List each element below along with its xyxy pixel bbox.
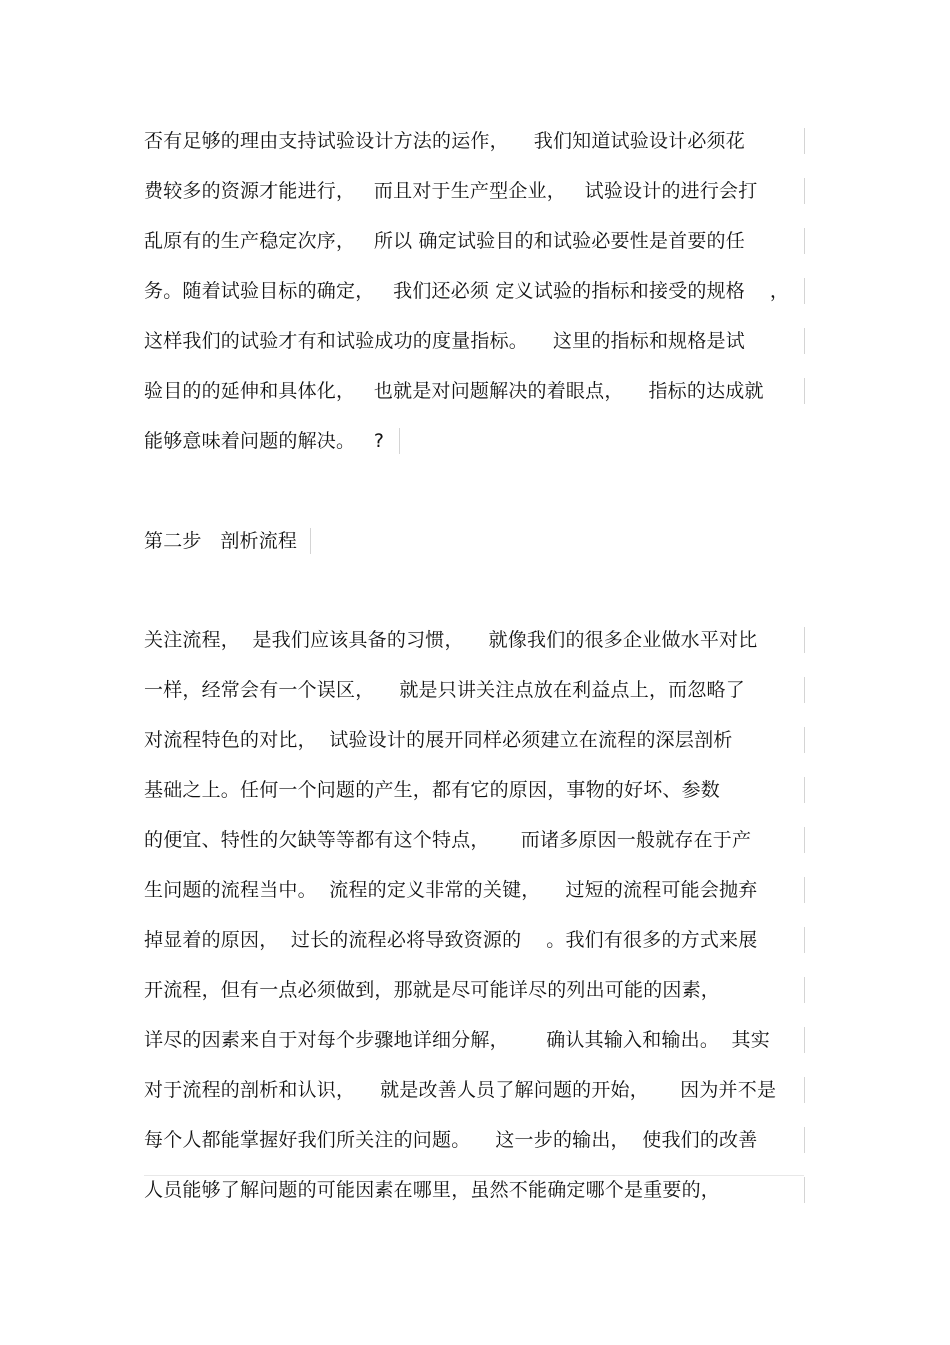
paragraph-1-line-4: 务。随着试验目标的确定， 我们还必须 定义试验的指标和接受的规格 ， xyxy=(144,278,805,304)
paragraph-2-line-4: 基础之上。任何一个问题的产生，都有它的原因，事物的好坏、参数 xyxy=(144,777,805,803)
paragraph-2-line-2: 一样，经常会有一个误区， 就是只讲关注点放在利益点上，而忽略了 xyxy=(144,677,805,703)
paragraph-1-line-2: 费较多的资源才能进行， 而且对于生产型企业， 试验设计的进行会打 xyxy=(144,178,805,204)
paragraph-1-line-1: 否有足够的理由支持试验设计方法的运作， 我们知道试验设计必须花 xyxy=(144,128,805,154)
paragraph-2-line-6: 生问题的流程当中。 流程的定义非常的关键， 过短的流程可能会抛弃 xyxy=(144,877,805,903)
paragraph-2-line-1: 关注流程， 是我们应该具备的习惯， 就像我们的很多企业做水平对比 xyxy=(144,627,805,653)
paragraph-2-line-5: 的便宜、特性的欠缺等等都有这个特点， 而诸多原因一般就存在于产 xyxy=(144,827,805,853)
paragraph-2-line-11: 每个人都能掌握好我们所关注的问题。 这一步的输出， 使我们的改善 xyxy=(144,1127,805,1153)
section-heading: 第二步 剖析流程 xyxy=(144,528,311,554)
paragraph-1-line-6: 验目的的延伸和具体化， 也就是对问题解决的着眼点， 指标的达成就 xyxy=(144,378,805,404)
paragraph-2-line-10: 对于流程的剖析和认识， 就是改善人员了解问题的开始， 因为并不是 xyxy=(144,1077,805,1103)
paragraph-2-line-8: 开流程，但有一点必须做到，那就是尽可能详尽的列出可能的因素， xyxy=(144,977,805,1003)
paragraph-2-line-12: 人员能够了解问题的可能因素在哪里，虽然不能确定哪个是重要的， xyxy=(144,1177,805,1203)
paragraph-1-line-7: 能够意味着问题的解决。 ? xyxy=(144,428,400,454)
paragraph-2-line-9: 详尽的因素来自于对每个步骤地详细分解， 确认其输入和输出。 其实 xyxy=(144,1027,805,1053)
paragraph-1-line-3: 乱原有的生产稳定次序， 所以 确定试验目的和试验必要性是首要的任 xyxy=(144,228,805,254)
paragraph-2-line-3: 对流程特色的对比， 试验设计的展开同样必须建立在流程的深层剖析 xyxy=(144,727,805,753)
paragraph-1-line-5: 这样我们的试验才有和试验成功的度量指标。 这里的指标和规格是试 xyxy=(144,328,805,354)
faint-rule xyxy=(144,1175,804,1176)
paragraph-2-line-7: 掉显着的原因， 过长的流程必将导致资源的 。我们有很多的方式来展 xyxy=(144,927,805,953)
